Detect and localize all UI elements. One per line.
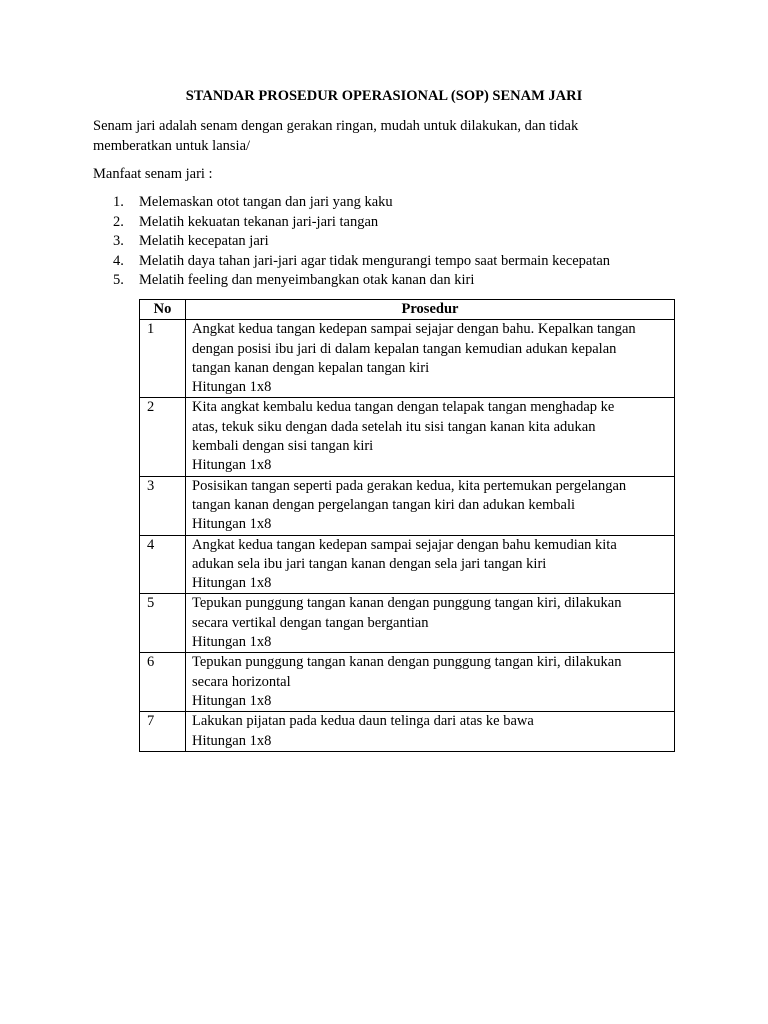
list-item-number: 2. (113, 213, 124, 230)
row-number: 2 (140, 398, 186, 476)
row-number: 5 (140, 594, 186, 653)
procedure-line: dengan posisi ibu jari di dalam kepalan tangan kemudian adukan kepalan (192, 340, 617, 357)
table-row (140, 535, 675, 594)
list-item-text: Melatih kecepatan jari (139, 233, 269, 249)
intro-line-2: memberatkan untuk lansia/ (93, 138, 251, 154)
procedure-line: kembali dengan sisi tangan kiri (192, 438, 374, 455)
list-item-number: 3. (113, 233, 124, 249)
procedure-line: Angkat kedua tangan kedepan sampai sejajar dengan bahu. Kepalkan tangan (192, 321, 636, 338)
procedure-table-body (140, 320, 675, 752)
row-number: 1 (140, 320, 186, 398)
procedure-cell (186, 320, 675, 398)
table-header-row (140, 300, 675, 320)
benefits-list (93, 193, 610, 291)
procedure-line: Tepukan punggung tangan kanan dengan punggung tangan kiri, dilakukan (192, 595, 622, 612)
procedure-line: tangan kanan dengan kepalan tangan kiri (192, 359, 430, 376)
procedure-line: Hitungan 1x8 (192, 634, 272, 651)
row-number: 4 (140, 535, 186, 594)
row-number: 7 (140, 712, 186, 752)
procedure-line: atas, tekuk siku dengan dada setelah itu sisi tangan kanan kita adukan (192, 418, 596, 435)
list-item (93, 232, 610, 252)
procedure-cell (186, 594, 675, 653)
table-row (140, 476, 675, 535)
procedure-cell (186, 535, 675, 594)
procedure-cell (186, 476, 675, 535)
procedure-table (139, 299, 675, 752)
row-number: 3 (140, 476, 186, 535)
procedure-line: tangan kanan dengan pergelangan tangan kiri dan adukan kembali (192, 496, 576, 513)
procedure-line: Hitungan 1x8 (192, 379, 272, 396)
list-item-text: Melatih kekuatan tekanan jari-jari tangan (139, 213, 379, 230)
row-number: 6 (140, 653, 186, 712)
list-item (93, 252, 610, 272)
procedure-line: Hitungan 1x8 (192, 457, 272, 474)
list-item-number: 5. (113, 272, 124, 288)
table-row (140, 712, 675, 752)
procedure-cell (186, 712, 675, 752)
intro-paragraph (93, 116, 653, 156)
list-item-text: Melatih daya tahan jari-jari agar tidak mengurangi tempo saat bermain kecepatan (139, 252, 611, 269)
procedure-line: Hitungan 1x8 (192, 575, 272, 592)
procedure-line: secara horizontal (192, 673, 291, 690)
table-row (140, 653, 675, 712)
procedure-line: Lakukan pijatan pada kedua daun telinga dari atas ke bawa (192, 713, 534, 730)
table-row (140, 594, 675, 653)
list-item-number: 1. (113, 194, 124, 210)
procedure-line: Tepukan punggung tangan kanan dengan punggung tangan kiri, dilakukan (192, 654, 622, 671)
table-row (140, 320, 675, 398)
procedure-cell (186, 653, 675, 712)
list-item-text: Melatih feeling dan menyeimbangkan otak kanan dan kiri (139, 272, 475, 288)
procedure-cell (186, 398, 675, 476)
procedure-line: Angkat kedua tangan kedepan sampai sejajar dengan bahu kemudian kita (192, 536, 617, 553)
column-header-procedure: Prosedur (186, 300, 675, 320)
procedure-line: Kita angkat kembalu kedua tangan dengan telapak tangan menghadap ke (192, 399, 615, 416)
list-item-number: 4. (113, 252, 124, 269)
procedure-line: secara vertikal dengan tangan bergantian (192, 614, 429, 631)
list-item (93, 271, 610, 291)
list-item-text: Melemaskan otot tangan dan jari yang kaku (139, 194, 393, 210)
column-header-no: No (140, 300, 186, 320)
document-title: STANDAR PROSEDUR OPERASIONAL (SOP) SENAM JARI (185, 88, 583, 104)
procedure-line: Hitungan 1x8 (192, 516, 272, 533)
procedure-line: Hitungan 1x8 (192, 692, 272, 709)
list-item (93, 213, 610, 233)
procedure-line: adukan sela ibu jari tangan kanan dengan sela jari tangan kiri (192, 555, 547, 572)
benefits-heading: Manfaat senam jari : (93, 166, 213, 182)
intro-line-1: Senam jari adalah senam dengan gerakan ringan, mudah untuk dilakukan, dan tidak (93, 118, 579, 134)
procedure-line: Posisikan tangan seperti pada gerakan kedua, kita pertemukan pergelangan (192, 477, 627, 494)
table-row (140, 398, 675, 476)
procedure-line: Hitungan 1x8 (192, 732, 272, 749)
list-item (93, 193, 610, 213)
